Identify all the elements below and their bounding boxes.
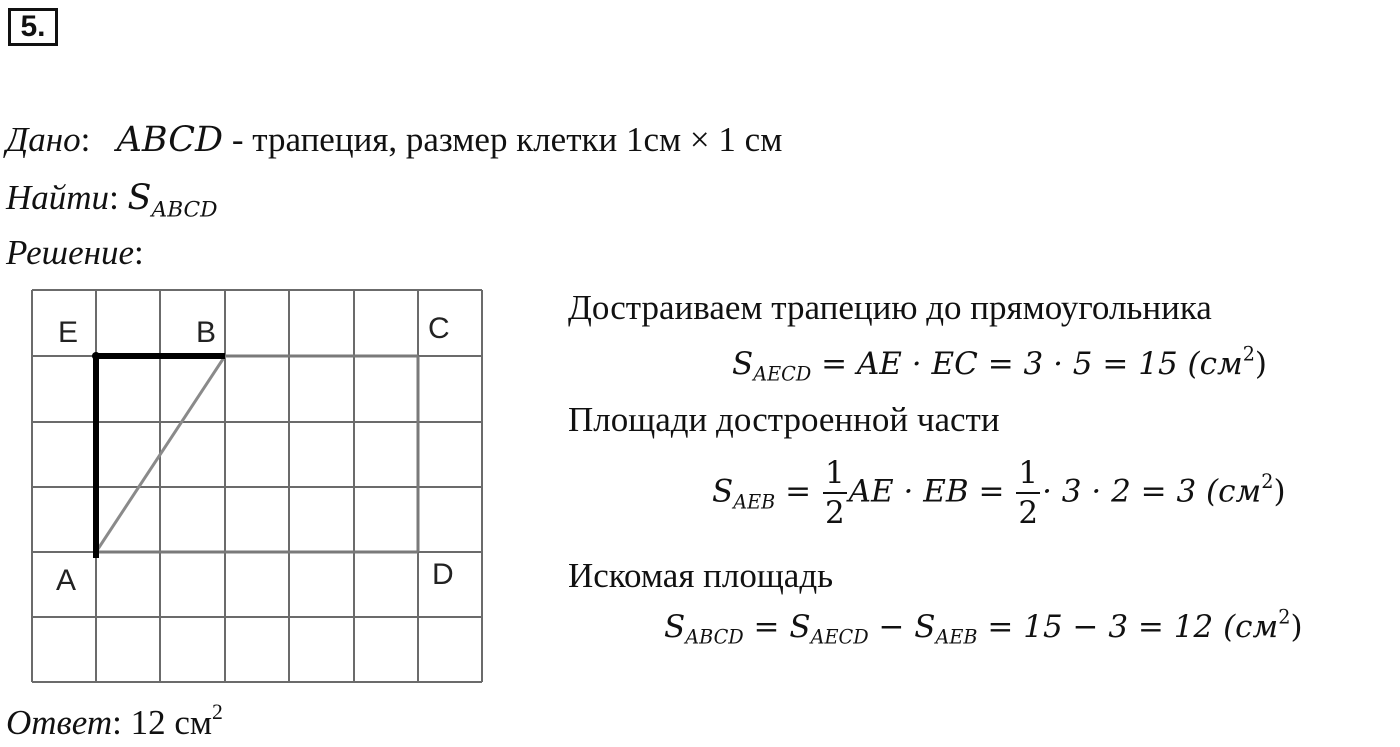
solution-colon: :	[134, 233, 144, 272]
find-s: S	[127, 178, 152, 218]
f2-frac2-den: 2	[1018, 495, 1039, 532]
point-E	[92, 352, 100, 360]
step2-text: Площади достроенной части	[568, 400, 1000, 439]
f3-s3: S	[914, 609, 936, 645]
f1-end: )	[1254, 346, 1268, 382]
label-C: C	[428, 312, 450, 345]
find-label: Найти	[6, 178, 110, 217]
f3-minus: −	[868, 609, 915, 645]
f1-rhs: = AE · EC = 3 · 5 = 15 (см	[811, 346, 1243, 382]
f1-sub: AECD	[753, 362, 812, 386]
f2-mid: AE · EB =	[848, 473, 1015, 510]
f3-s2: S	[789, 609, 811, 645]
f2-frac1-den: 2	[824, 495, 845, 532]
f2-eq1: =	[775, 473, 821, 510]
formula-area-abcd	[664, 605, 1303, 649]
f2-frac2	[1016, 456, 1040, 530]
f2-frac2-num: 1	[1016, 456, 1040, 494]
label-B: B	[196, 316, 217, 349]
formula-area-aecd	[732, 342, 1268, 386]
task-number: 5.	[8, 8, 58, 46]
f2-frac1	[823, 456, 847, 530]
f2-tail: · 3 · 2 = 3 (см	[1042, 473, 1262, 510]
answer-value: 12 см	[121, 703, 213, 742]
step1-text: Достраиваем трапецию до прямоугольника	[568, 288, 1212, 327]
answer-line	[6, 699, 223, 742]
f3-s1: S	[664, 609, 686, 645]
answer-sup: 2	[212, 699, 223, 724]
f2-end: )	[1273, 473, 1286, 510]
formula-area-aeb	[712, 456, 1286, 530]
f3-tail: = 15 − 3 = 12 (см	[977, 609, 1279, 645]
label-A: A	[56, 564, 77, 597]
given-text: - трапеция, размер клетки 1см × 1 см	[223, 120, 783, 159]
find-line	[6, 178, 218, 223]
step3-text: Искомая площадь	[568, 556, 834, 595]
f2-sub: AEB	[733, 490, 776, 514]
f3-eq1: =	[743, 609, 790, 645]
grid-lines	[32, 290, 482, 682]
find-sub: ABCD	[151, 197, 218, 223]
answer-colon: :	[112, 703, 122, 742]
label-D: D	[432, 558, 454, 591]
answer-label: Ответ	[6, 703, 113, 742]
solution-line	[6, 235, 144, 270]
label-E: E	[58, 316, 79, 349]
f2-frac1-num: 1	[823, 456, 847, 494]
given-figure: ABCD	[116, 120, 224, 160]
f1-sup: 2	[1242, 342, 1255, 366]
f2-s: S	[712, 473, 734, 510]
find-colon: :	[109, 178, 128, 217]
f3-sup: 2	[1278, 605, 1291, 629]
trapezoid-grid-figure	[28, 286, 490, 684]
given-line	[6, 122, 782, 158]
f3-sub2: AECD	[810, 625, 869, 649]
f1-s: S	[732, 346, 754, 382]
f3-sub3: AEB	[935, 625, 978, 649]
f2-sup: 2	[1261, 470, 1274, 494]
given-colon: :	[80, 120, 91, 159]
f3-sub1: ABCD	[685, 625, 744, 649]
given-label: Дано	[6, 120, 81, 159]
f3-end: )	[1290, 609, 1303, 645]
solution-label: Решение	[6, 233, 135, 272]
